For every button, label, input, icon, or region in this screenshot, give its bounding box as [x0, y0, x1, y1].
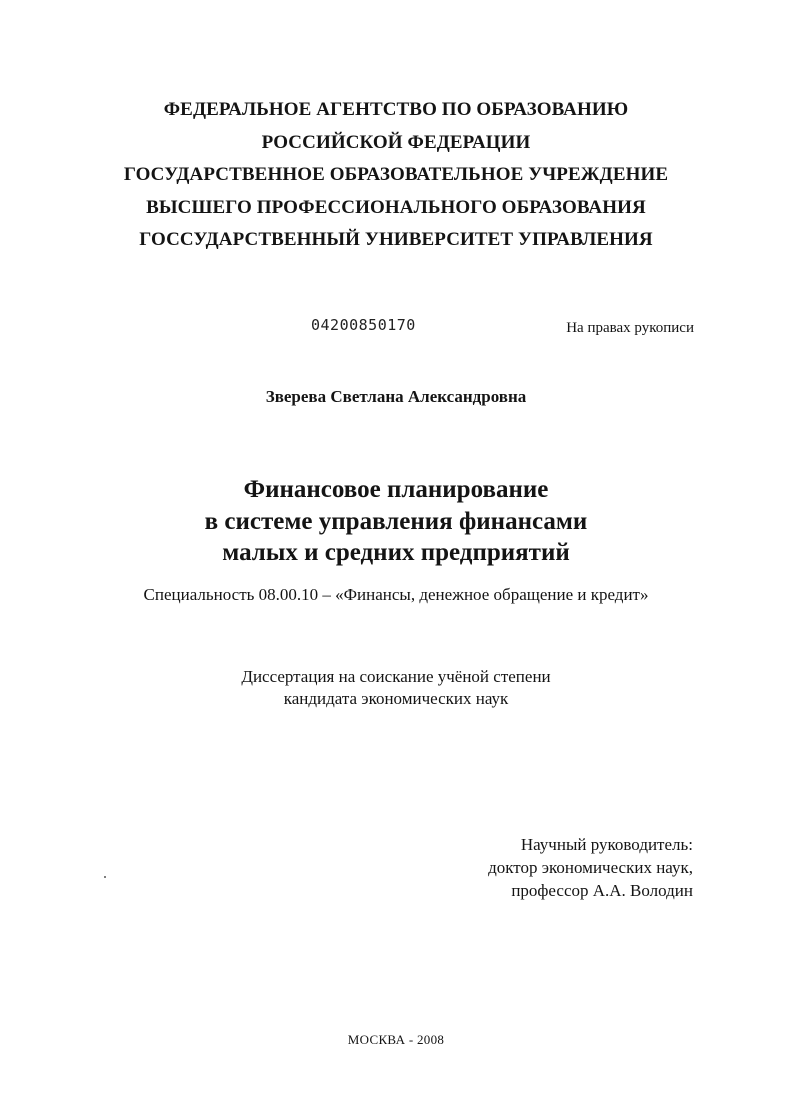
title-line-2: в системе управления финансами [204, 507, 588, 535]
supervisor-name: профессор А.А. Володин [511, 881, 693, 900]
degree-line-1: Диссертация на соискание учёной степени [241, 667, 551, 686]
manuscript-rights-note: На правах рукописи [566, 320, 694, 336]
title-line-3: малых и средних предприятий [222, 539, 570, 566]
degree-statement [0, 666, 792, 710]
specialty-code: Специальность 08.00.10 – «Финансы, денежное обращение и кредит» [143, 585, 649, 604]
header-line-country: РОССИЙСКОЙ ФЕДЕРАЦИИ [261, 131, 531, 153]
author-name: Зверева Светлана Александровна [265, 387, 527, 406]
header-line-education-level: ВЫСШЕГО ПРОФЕССИОНАЛЬНОГО ОБРАЗОВАНИЯ [146, 196, 646, 218]
header-line-university: ГОССУДАРСТВЕННЫЙ УНИВЕРСИТЕТ УПРАВЛЕНИЯ [139, 229, 653, 250]
degree-line-2: кандидата экономических наук [283, 689, 509, 708]
document-number: 04200850170 [311, 316, 416, 334]
dissertation-title [0, 474, 792, 569]
supervisor-degree: доктор экономических наук, [488, 858, 693, 877]
institution-header [0, 94, 792, 257]
supervisor-label: Научный руководитель: [520, 835, 693, 854]
city-year: МОСКВА - 2008 [347, 1032, 445, 1047]
scientific-supervisor [488, 833, 693, 902]
scan-speck [104, 876, 106, 878]
title-line-1: Финансовое планирование [243, 476, 549, 503]
header-line-institution-type: ГОСУДАРСТВЕННОЕ ОБРАЗОВАТЕЛЬНОЕ УЧРЕЖДЕНИЕ [123, 164, 669, 185]
header-line-agency: ФЕДЕРАЛЬНОЕ АГЕНТСТВО ПО ОБРАЗОВАНИЮ [163, 99, 629, 120]
